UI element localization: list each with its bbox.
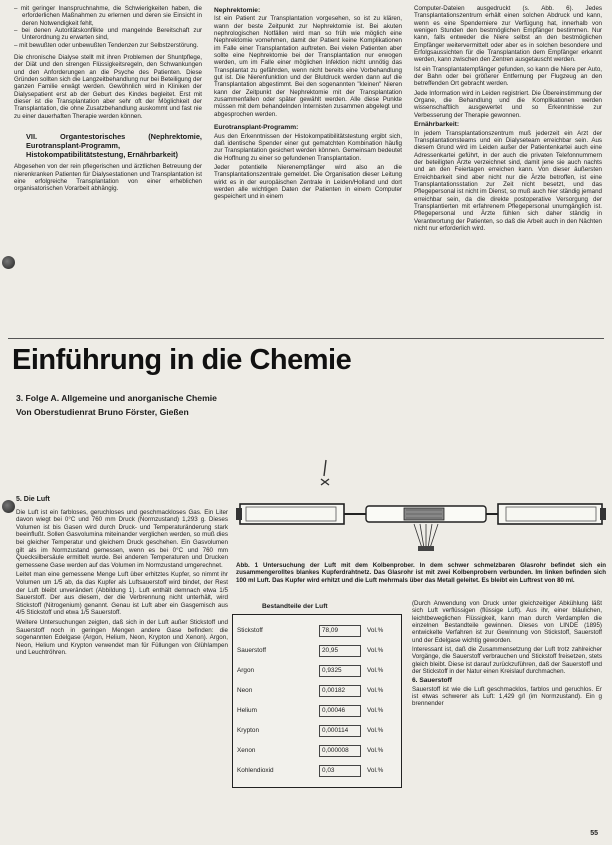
subheading-die-luft: 5. Die Luft — [16, 496, 50, 503]
table-cell-value: 0,000008 — [319, 745, 361, 757]
punch-hole-bottom — [2, 500, 15, 513]
table-cell-value: 20,95 — [319, 645, 361, 657]
bullet-item: – bei denen Autoritätskonflikte und mangelnde Bereitschaft zur Unterordnung zu erwarten sind, — [14, 27, 202, 42]
body-paragraph: Computer-Dateien ausgedruckt (s. Abb. 6). Jedes Transplantationszentrum erhält einen solchen Abdruck und kann, wenn es eine Spenderniere zur Verfügung hat, innerhalb von wenigen Stunden den bestmöglichen Empfänger bestimmen. Nur kann, falls entweder die Niere selbst an den bestmöglichen Empfänger weitervermittelt oder aber es in solchen besondere und Erfolgsaussichten für die Transplantation dem Empfänger erkannt werden, kann zwischen den Zentren ausgetauscht werden. — [414, 5, 602, 64]
table-cell-unit: Vol.% — [367, 707, 384, 714]
table-cell-value: 0,9325 — [319, 665, 361, 677]
table-cell-unit: Vol.% — [367, 767, 384, 774]
table-cell-unit: Vol.% — [367, 747, 384, 754]
body-paragraph: (Durch Anwendung von Druck unter gleichzeitiger Abkühlung läßt sich Luft verflüssigen (flüssige Luft). Aus ihr, einer bläulichen, leichtbeweglichen Flüssigkeit, kann man durch Verdampfen die einzelnen Bestandteile gewinnen. Dieses von LINDE (1895) entwickelte Verfahren ist zur Gewinnung von Stickstoff, Sauerstoff und der Edelgase wichtig geworden. — [412, 600, 602, 644]
body-paragraph: Weitere Untersuchungen zeigten, daß sich in der Luft außer Stickstoff und Sauerstoff noch in geringen Mengen andere Gase befinden: die sogenannten Edelgase (Argon, Helium, Neon, Krypton und Xenon). Argon, Neon, Helium und Krypton verwendet man für Füllungen von Glühlampen und Leuchtröhren. — [16, 618, 228, 657]
table-cell-unit: Vol.% — [367, 627, 384, 634]
table-row — [233, 665, 401, 676]
section-divider — [8, 338, 604, 339]
upper-column-2 — [214, 5, 402, 203]
figure-caption: Abb. 1 Untersuchung der Luft mit dem Kolbenprober. In dem schwer schmelzbaren Glasrohr befindet sich ein zusammengerolltes blankes Kupferdrahtnetz. Das Glasrohr ist mit zwei Kolbenprobern verbunden. Im linken befinden sich 100 ml Luft. Das Kupfer wird erhitzt und die Luft mehrmals über das Metall geleitet. Es bleibt ein Luftrest von 80 ml. — [236, 562, 606, 584]
table-cell-value: 0,03 — [319, 765, 361, 777]
subheading-eurotransplant: Eurotransplant-Programm: — [214, 124, 299, 132]
table-row — [233, 645, 401, 656]
table-cell-name: Argon — [237, 667, 255, 674]
body-paragraph: Jeder potentielle Nierenempfänger wird also an die Transplantationszentrale gemeldet. Die Organisation dieser Leitung wirkt es in der europäischen Zentrale in Leiden/Holland und dort werden alle wichtigen Daten der Patienten in einem Computer gespeichert und in einem — [214, 163, 402, 201]
apparatus-figure — [236, 488, 606, 552]
body-paragraph: Abgesehen von der rein pflegerischen und ärztlichen Betreuung der nierenkranken Patienten für Dialysestationen und Transplantation ist eine erfolgreiche Transplantation von einer erheblichen organisatorischen Vorarbeit abhängig. — [14, 163, 202, 193]
table-cell-name: Krypton — [237, 727, 260, 734]
table-cell-unit: Vol.% — [367, 647, 384, 654]
page-number: 55 — [590, 830, 598, 837]
section-heading-organisatorisches: VII. Organtestorisches (Nephrektomie, Eurotransplant-Programm, Histokompatibilitätstestung, Ernährbarkeit) — [26, 132, 202, 160]
table-cell-value: 0,000114 — [319, 725, 361, 737]
table-cell-name: Stickstoff — [237, 627, 263, 634]
table-cell-name: Helium — [237, 707, 257, 714]
lower-left-column — [16, 494, 228, 659]
body-paragraph: Aus den Erkenntnissen der Histokompatibilitätstestung ergibt sich, daß identische Spender einer gut gematchten Kombination häufig zur Transplantation gesichert werden können. Gemeinsam bedeutet die Hoffnung zu einer so gefundenen Transplantation. — [214, 132, 402, 162]
table-cell-name: Kohlendioxid — [237, 767, 274, 774]
table-cell-name: Xenon — [237, 747, 256, 754]
table-cell-unit: Vol.% — [367, 687, 384, 694]
table-cell-unit: Vol.% — [367, 727, 384, 734]
bullet-item: – mit bewußten oder unbewußten Tendenzen zur Selbstzerstörung. — [14, 41, 199, 49]
body-paragraph: Ist ein Transplantatempfänger gefunden, so kann die Niere per Auto, der Bahn oder bei größerer Entfernung per Flugzeug an den betreffenden Ort gebracht werden. — [414, 65, 602, 88]
subheading-nephrektomie: Nephrektomie: — [214, 7, 261, 14]
article-subtitle: 3. Folge A. Allgemeine und anorganische Chemie — [16, 393, 217, 403]
body-paragraph: Ist ein Patient zur Transplantation vorgesehen, so ist zu klären, wann der beste Zeitpunkt zur Nephrektomie ist. Bei akuten nephrologischen Notfällen wird man so früh wie möglich eine Nephrektomie vornehmen, damit der Patient keine Komplikationen im Falle einer Transplantation auftreten. Bei vielen Patienten aber sollte eine Nephrektomie bei der Transplantation nur erwogen werden, um im Falle einer möglichen Infektion nicht unnötig das Transplantat zu gefährden, wenn nicht bereits eine Vorbehandlung gut ist. Die Nierenfunktion und der Blutdruck werden dann auf die Transplantation abgestimmt. Bei den sogenannten "kleinen" Nieren kann der Zeitpunkt der Nephrektomie mit der Transplantation zusammenfallen oder später gewählt werden. Alle diese Punkte müssen mit dem behandelnden Internisten zusammen abgelegt und abgesprochen werden. — [214, 15, 402, 118]
body-paragraph: Leitet man eine gemessene Menge Luft über erhitztes Kupfer, so nimmt ihr Volumen um 1/5 ab, da das Kupfer als Luftsauerstoff wird bindet, der Rest der Luft bleibt unverändert (Abbildung 1). Luft enthält demnach etwa 1/5 Sauerstoff. Der aus diesem, der die Verbrennung nicht unterhält, wird Stickstoff (Nitrogenium) genannt. Genau ist Luft aber ein Gasgemisch aus 4/5 Stickstoff und etwa 1/5 Sauerstoff. — [16, 571, 228, 617]
upper-column-3 — [414, 5, 602, 234]
table-cell-value: 0,00046 — [319, 705, 361, 717]
table-cell-value: 0,00182 — [319, 685, 361, 697]
body-paragraph: In jedem Transplantationszentrum muß jederzeit ein Arzt der Transplantationsteams und ein Dialyseteam erreichbar sein. Aus diesem Grund wird im Leiden außer der Patientenkartei auch eine Adressenkartei geführt, in der auch die privaten Telefonnummern der beteiligten Ärzte verzeichnet sind, damit jene sie auch nachts und an den Feiertagen erreichen kann. Von dieser äußersten Erreichbarkeit sind aber nicht nur die Ärzte betroffen, ist eine Transplantationsstation zur Zeit nicht besetzt, und das Pflegepersonal ist nicht im Dienst, so muß auch hier ständig jemand erreichbar sein, da die direkte postoperative Versorgung der Transplantierten mit erfahrenem Pflegepersonal unumgänglich ist. Pflegepersonal und Ärzte fühlen sich daher ständig in Verantwortung der Patienten, so daß die Arbeit auch in den Nächten nicht nur erforderlich wird. — [414, 129, 602, 232]
table-cell-name: Sauerstoff — [237, 647, 267, 654]
article-title: Einführung in die Chemie — [12, 344, 352, 376]
subheading-sauerstoff: 6. Sauerstoff — [412, 677, 452, 685]
pencil-mark — [318, 458, 332, 486]
table-title: Bestandteile der Luft — [262, 603, 328, 610]
air-composition-table — [232, 614, 402, 788]
bullet-item: – mit geringer Inanspruchnahme, die Schwierigkeiten haben, die erforderlichen Maßnahmen zu erlernen und deren sie Einsicht in deren Notwendigkeit fehlt, — [14, 5, 202, 27]
burner-flame-icon — [414, 524, 438, 551]
punch-hole-top — [2, 256, 15, 269]
subheading-ernaehrbarkeit: Ernährbarkeit: — [414, 121, 460, 129]
table-row — [233, 745, 401, 756]
table-row — [233, 705, 401, 716]
table-cell-value: 78,09 — [319, 625, 361, 637]
table-row — [233, 685, 401, 696]
body-paragraph: Interessant ist, daß die Zusammensetzung der Luft trotz zahlreicher Vorgänge, die Sauerstoff verbrauchen und Stickstoff freisetzen, stets gleich bleibt. Diese ist darauf zurückzuführen, daß der Sauerstoff und der Stickstoff in der Natur einen Kreislauf durchmachen. — [412, 646, 602, 676]
table-row — [233, 625, 401, 636]
body-paragraph: Jede Information wird in Leiden registriert. Die Übereinstimmung der Organe, die Behandlung und die Komplikationen werden wissenschaftlich ausgewertet und so Erkenntnisse zur Verbesserung der Therapie gewonnen. — [414, 89, 602, 119]
body-paragraph: Sauerstoff ist wie die Luft geschmacklos, farblos und geruchlos. Er ist etwas schwerer als Luft: 1,429 g/l (im Normzustand). Ein g brennender — [412, 685, 602, 708]
table-cell-name: Neon — [237, 687, 253, 694]
table-row — [233, 725, 401, 736]
table-row — [233, 765, 401, 776]
body-paragraph: Die Luft ist ein farbloses, geruchloses und geschmackloses Gas. Ein Liter davon wiegt bei 0°C und 760 mm Druck (Normzustand) 1,293 g. Dieses Volumen ist bis Gasen wird durch Druck- und Temperaturänderung stark beeinflußt. Sollen Gasvolumina miteinander verglichen werden, so muß dies bei gleicher Temperatur und gleichem Druck geschehen. Ein Gasvolumen gilt als im Normzustand gemessen, wenn es bei 0°C und 760 mm Quecksilbersäule ermittelt wurde. Bei anderen Temperaturen und Drucken gemessene Gase werden auf das Volumen im Normzustand umgerechnet. — [16, 508, 228, 569]
left-syringe-icon — [236, 504, 366, 524]
glass-tube-icon — [366, 506, 486, 522]
right-syringe-icon — [486, 504, 606, 524]
table-cell-unit: Vol.% — [367, 667, 384, 674]
lower-right-column — [412, 600, 602, 710]
article-author: Von Oberstudienrat Bruno Förster, Gießen — [16, 407, 189, 417]
upper-column-1 — [14, 5, 202, 195]
body-paragraph: Die chronische Dialyse stellt mit ihren Problemen der Shuntpflege, der Diät und den strengen Flüssigkeitsregeln, den Schwankungen und den Anforderungen an die Psyche des Patienten. Diese Gründen sollten sich die Langzeitbehandlung nur bei Beteiligung der ganzen Familie erwägt werden. Gewöhnlich wird in Kliniken der Dialysepatient erst ab der Geburt des Kindes begleitet. Erst mit dieser ist die Transplantation aber sehr oft der Möglichkeit der Transplantation, die ohne Zusatzbehandlung auskommt und fast nie zu einer dauerhaften Therapie werden können. — [14, 54, 202, 120]
